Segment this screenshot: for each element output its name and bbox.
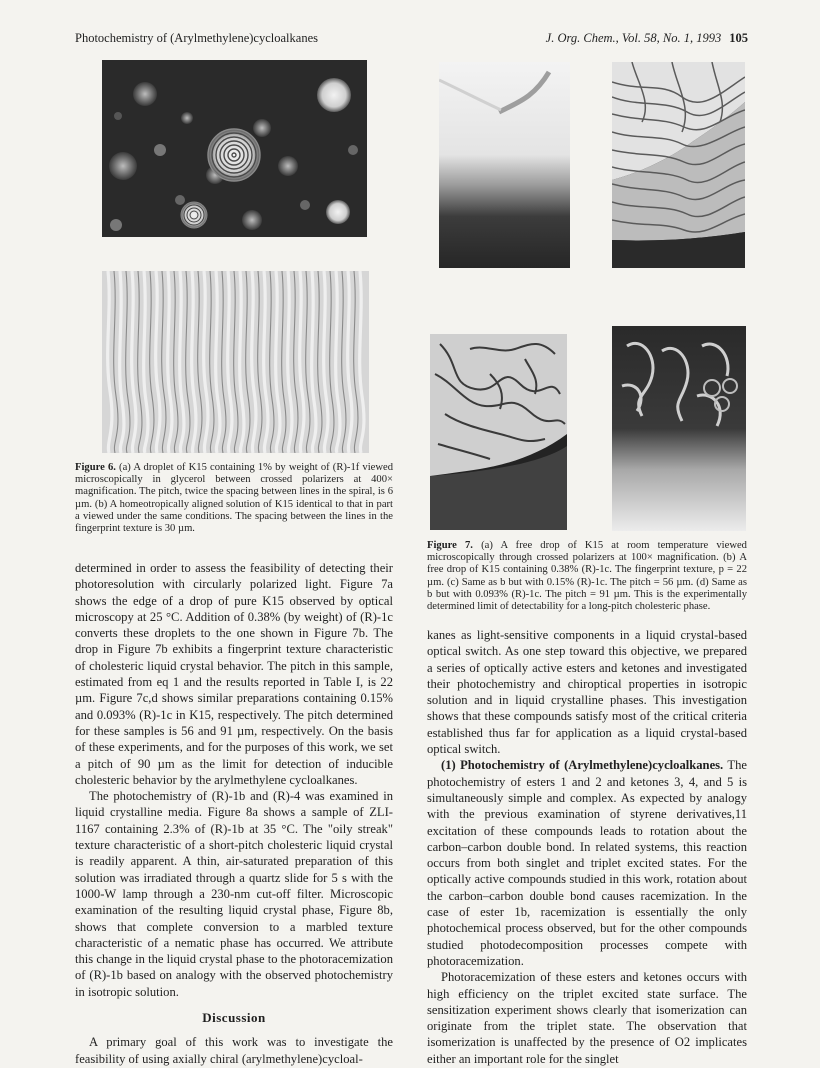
paragraph: The photochemistry of (R)-1b and (R)-4 was examined in liquid crystalline media. Figure 8a shows a sample of ZLI-1167 containing 2.3% of (R)-1b at 35 °C. The "oily streak" texture characteristic of a short-pitch cholesteric liquid crystal is readily apparent. A thin, air-saturated preparation of this solution was irradiated through a quartz slide for 5 s with the 1000-W lamp through a 230-nm cut-off filter. Microscopic examination of the resulting liquid crystal phase, Figure 8b, shows that complete conversion to a marbled texture characteristic of a nematic phase has occurred. We attribute this change in the liquid crystal phase to the photoracemization of (R)-1b based on analogy with the observed photochemistry in isotropic solution. bbox=[75, 789, 393, 999]
right-column-text bbox=[427, 627, 747, 1067]
figure-6b-micrograph bbox=[102, 271, 369, 453]
section-heading-discussion: Discussion bbox=[202, 1010, 266, 1026]
paragraph-body: The photochemistry of esters 1 and 2 and ketones 3, 4, and 5 is simultaneously simple and complex. As expected by analogy with the previous examination of styrene derivatives,11 excitation of these compounds leads to rotation about the carbon–carbon double bond. In related systems, this reaction occurs from both singlet and triplet excited states. For the optically active compounds studied in this work, rotation about the carbon–carbon double bond causes racemization. In the case of ester 1b, racemization is essentially the only photochemical process observed, but for the other compounds studied photodecomposition processes compete with photoracemization. bbox=[427, 758, 748, 968]
figure-7d-micrograph bbox=[612, 326, 746, 531]
figure-7b-micrograph bbox=[612, 62, 745, 268]
figure-7-label: Figure 7. bbox=[427, 540, 473, 551]
subsection-title: (1) Photochemistry of (Arylmethylene)cycloalkanes. bbox=[441, 758, 724, 773]
page-number: 105 bbox=[729, 31, 748, 45]
figure-7a-micrograph bbox=[439, 62, 570, 268]
paragraph bbox=[427, 757, 747, 969]
running-header-journal bbox=[546, 31, 748, 46]
figure-6-text: (a) A droplet of K15 containing 1% by weight of (R)-1f viewed microscopically in glycerol between crossed polarizers at 400× magnification. The pitch, twice the spacing between lines in the spiral, is 6 µm. (b) A homeotropically aligned solution of K15 identical to that in part a viewed under the same conditions. The spacing between the lines in the fingerprint texture is 30 µm. bbox=[75, 462, 393, 535]
figure-6-caption bbox=[75, 462, 393, 535]
left-column-text bbox=[75, 560, 393, 1067]
figure-7c-micrograph bbox=[430, 334, 567, 530]
journal-citation: J. Org. Chem., Vol. 58, No. 1, 1993 bbox=[545, 31, 722, 45]
paragraph: Photoracemization of these esters and ketones occurs with high efficiency on the triplet excited state surface. The sensitization experiment shows clearly that isomerization can originate from the triplet state. The observation that isomerization is unaffected by the presence of O2 implicates either an important role for the singlet bbox=[427, 970, 747, 1066]
paragraph: A primary goal of this work was to investigate the feasibility of using axially chiral (arylmethylene)cycloal- bbox=[75, 1035, 393, 1066]
figure-7-text: (a) A free drop of K15 at room temperature viewed microscopically through crossed polarizers at 100× magnification. (b) A free drop of K15 containing 0.38% (R)-1c. The fingerprint texture, p = 22 µm. (c) Same as b but with 0.15% (R)-1c. The pitch = 56 µm. (d) Same as b but with 0.093% (R)-1c. The pitch = 91 µm. This is the experimentally determined limit of detectability for a long-pitch cholesteric phase. bbox=[427, 540, 747, 613]
running-header-title: Photochemistry of (Arylmethylene)cycloalkanes bbox=[75, 31, 318, 45]
paragraph: determined in order to assess the feasibility of detecting their photoresolution with circularly polarized light. Figure 7a shows the edge of a drop of pure K15 observed by optical microscopy at 25 °C. Addition of 0.38% (by weight) of (R)-1c converts these droplets to the one shown in Figure 7b. The drop in Figure 7b exhibits a fingerprint texture characteristic of cholesteric liquid crystal behavior. The pitch in this sample, estimated from eq 1 and the results reported in Table I, is 22 µm. Figure 7c,d shows similar preparations containing 0.15% and 0.093% (R)-1c in K15, respectively. The pitch determined for these samples is 56 and 91 µm, respectively. On the basis of these experiments, and for the purposes of this work, we set a pitch of 90 µm as the limit for detection of inducible cholesteric behavior by the arylmethylene cycloalkanes. bbox=[75, 561, 393, 787]
figure-7-caption bbox=[427, 540, 747, 613]
figure-6a-micrograph bbox=[102, 60, 367, 237]
figure-6-label: Figure 6. bbox=[75, 462, 116, 473]
paragraph: kanes as light-sensitive components in a liquid crystal-based optical switch. As one step toward this objective, we prepared a series of optically active esters and ketones and investigated their photochemistry and chiroptical properties in isotropic solution and in liquid crystalline phases. This investigation shows that these compounds satisfy most of the critical criteria established thus far for application as a liquid crystal-based optical switch. bbox=[427, 628, 747, 757]
